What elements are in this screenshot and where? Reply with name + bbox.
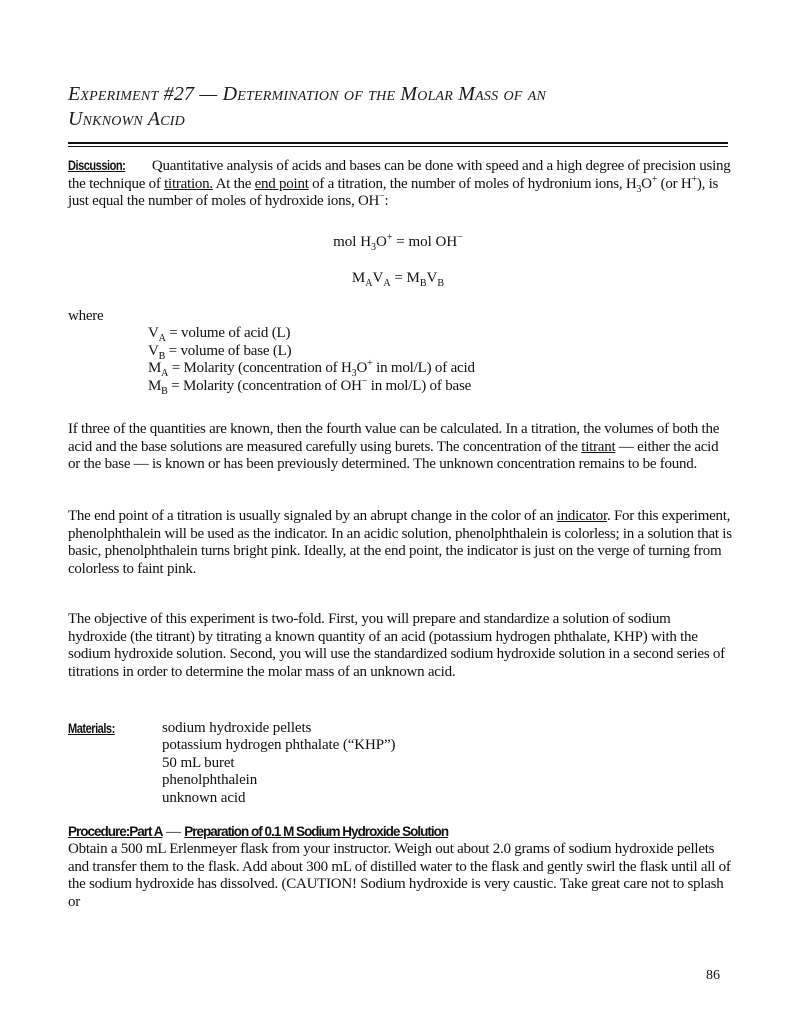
end-point-term: end point [254,175,309,192]
title-line-1: Experiment #27 — Determination of the Molar Mass of an [68,83,547,105]
quantities-paragraph: If three of the quantities are known, then the fourth value can be calculated. In a titration, the volumes of both the acid and the base solutions are measured carefully using burets. The concentration of the titrant — either the acid or the base — is known or has been previously determined. The unknown concentration remains to be found. [68,421,720,473]
discussion-label: Discussion: [68,158,126,173]
title-rule-thin [68,146,728,147]
definition-va: $V_A$ = volume of acid (L) [148,325,291,344]
title-rule-thick [68,142,728,144]
titrant-term: titrant [581,438,616,455]
page-title [68,82,728,132]
page-number: 86 [706,968,720,983]
discussion-paragraph: Discussion: Quantitative analysis of acids and bases can be done with speed and a high degree of precision using the technique of titration. At the end point of a titration, the number of moles of hydronium ions, $H_3O^+$ (or H+), is just equal the number of moles of hydroxide ions, OH−: [68,158,731,210]
indicator-term: indicator [556,508,607,524]
material-item: sodium hydroxide pellets [162,720,312,736]
equation-moles: mol $H_3O^+$ = mol OH− [333,232,463,253]
material-item: potassium hydrogen phthalate (“KHP”) [162,737,396,754]
title-line-2: Unknown Acid [68,108,185,130]
materials-list [162,720,395,807]
materials-label-wrap [68,720,158,739]
definition-vb: $V_B$ = volume of base (L) [148,342,292,362]
definition-mb: $M_B$ = Molarity (concentration of OH− in mol/L) of base [148,375,472,397]
indicator-paragraph: The end point of a titration is usually signaled by an abrupt change in the color of an indicator. For this experiment, phenolphthalein will be used as the indicator. In an acidic solution, phenolphthalein is colorless; in a solution that is basic, phenolphthalein turns bright pink. Ideally, at the end point, the indicator is just on the verge of turning from colorless to faint pink. [68,508,732,577]
equation-molarity: $M_AV_A = M_BV_B$ [351,270,445,289]
material-item: phenolphthalein [162,772,258,789]
where-label: where [68,308,104,324]
procedure-subtitle: Preparation of 0.1 M Sodium Hydroxide Solution [184,824,449,839]
procedure-paragraph: Obtain a 500 mL Erlenmeyer flask from your instructor. Weigh out about 2.0 grams of sodium hydroxide pellets and transfer them to the flask. Add about 300 mL of distilled water to the flask and gently swirl the flask until all of the sodium hydroxide has dissolved. (CAUTION! Sodium hydroxide is very caustic. Take great care not to splash or [68,841,731,910]
variable-definitions [148,325,475,395]
procedure-label: Procedure:Part A [68,824,163,839]
procedure-heading: Procedure:Part A — Preparation of 0.1 M Sodium Hydroxide Solution [68,824,449,840]
objective-paragraph: The objective of this experiment is two-fold. First, you will prepare and standardize a solution of sodium hydroxide (the titrant) by titrating a known quantity of an acid (potassium hydrogen phthalate, KHP) with the sodium hydroxide solution. Second, you will use the standardized sodium hydroxide solution in a second series of titrations in order to determine the molar mass of an unknown acid. [68,611,725,680]
material-item: 50 mL buret [162,754,235,771]
materials-label: Materials: [68,721,115,736]
titration-term: titration. [164,175,213,192]
material-item: unknown acid [162,789,246,806]
definition-ma: $M_A$ = Molarity (concentration of $H_3O^+$ in mol/L) of acid [148,358,475,380]
